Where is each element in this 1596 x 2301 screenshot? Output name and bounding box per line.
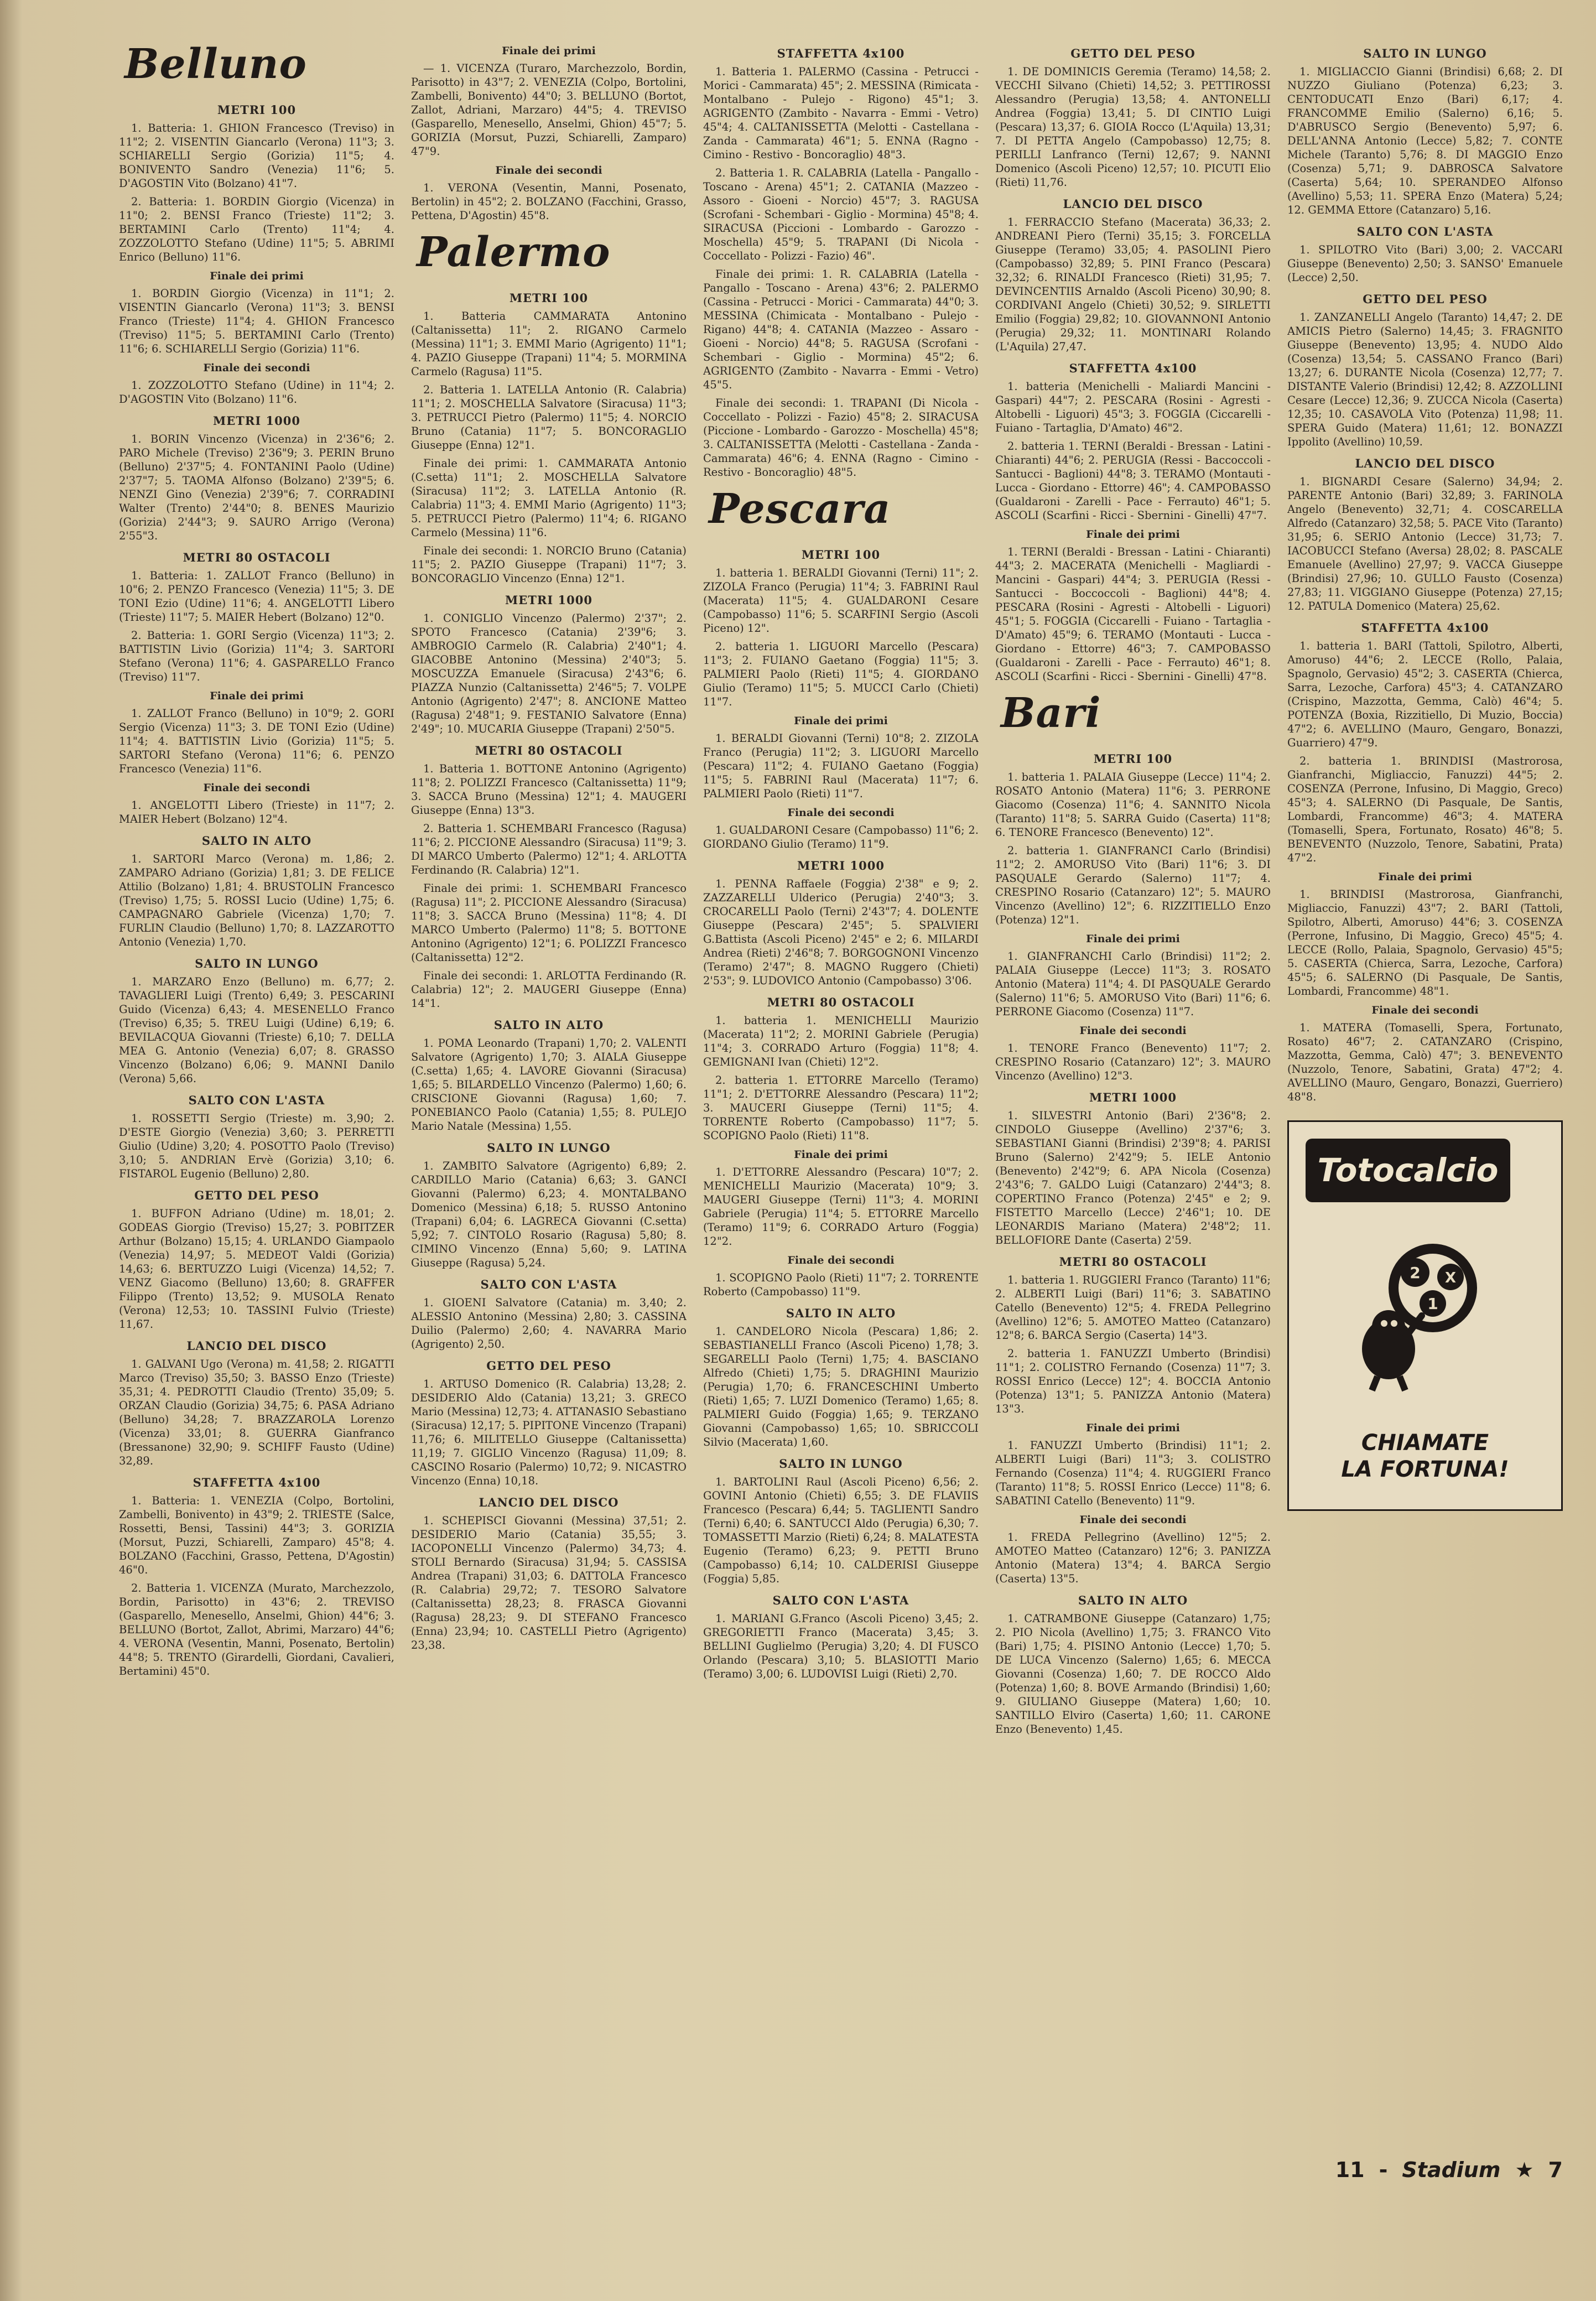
event-heading: GETTO DEL PESO bbox=[194, 1188, 319, 1202]
results-paragraph: 1. ZANZANELLI Angelo (Taranto) 14,47; 2. DE AMICIS Pietro (Salerno) 14,45; 3. FRAGNITO Giuseppe (Benevento) 13,95; 4. NUDO Aldo (Cosenza) 13,54; 5. CASSANO Franco (Bari) 13,27; 6. DURANTE Nicola (Cosenza) 12,77; 7. DISTANTE Valerio (Brindisi) 12,42; 8. AZZOLLINI Cesare (Lecce) 12,36; 9. ZUCCA Nicola (Caserta) 12,35; 10. CASAVOLA Vito (Potenza) 11,98; 11. SPERA Guido (Matera) 11,61; 12. BONAZZI Ippolito (Avellino) 10,59. bbox=[1287, 311, 1563, 448]
final-subheading: Finale dei primi bbox=[1086, 528, 1180, 541]
article-columns bbox=[119, 39, 1563, 2185]
results-paragraph: 1. SARTORI Marco (Verona) m. 1,86; 2. ZAMPARO Adriano (Gorizia) 1,81; 3. DE FELICE Attilio (Bolzano) 1,81; 4. BRUSTOLIN Francesco (Treviso) 1,75; 5. ROSSI Lucio (Udine) 1,75; 6. CAMPAGNARO Gabriele (Vicenza) 1,70; 7. FURLIN Claudio (Belluno) 1,70; 8. LAZZAROTTO Antonio (Venezia) 1,70. bbox=[119, 853, 394, 948]
results-paragraph: 1. CANDELORO Nicola (Pescara) 1,86; 2. SEBASTIANELLI Franco (Ascoli Piceno) 1,78; 3. SEGARELLI Paolo (Terni) 1,75; 4. BASCIANO Alfredo (Chieti) 1,75; 5. DRAGHINI Maurizio (Perugia) 1,70; 6. FRANCESCHINI Umberto (Rieti) 1,65; 7. LUZI Domenico (Teramo) 1,65; 8. PALMIERI Guido (Foggia) 1,65; 9. TERZANO Giovanni (Campobasso) 1,65; 10. SBRICCOLI Silvio (Macerata) 1,60. bbox=[703, 1325, 979, 1448]
results-paragraph: 1. GIANFRANCHI Carlo (Brindisi) 11"2; 2. PALAIA Giuseppe (Lecce) 11"3; 3. ROSATO Antonio (Matera) 11"4; 4. DI PASQUALE Gerardo (Salerno) 11"6; 5. AMORUSO Vito (Bari) 11"6; 6. PERRONE Giacomo (Cosenza) 11"7. bbox=[995, 950, 1271, 1018]
event-heading: SALTO CON L'ASTA bbox=[1356, 225, 1494, 238]
results-paragraph: 1. batteria 1. BERALDI Giovanni (Terni) 11"; 2. ZIZOLA Franco (Perugia) 11"4; 3. FABRINI Raul (Macerata) 11"5; 4. GUALDARONI Cesare (Campobasso) 11"6; 5. SCARFINI Sergio (Ascoli Piceno) 12". bbox=[703, 567, 979, 635]
event-heading: METRI 1000 bbox=[797, 859, 885, 872]
event-heading: SALTO IN LUNGO bbox=[1363, 46, 1487, 60]
results-paragraph: 2. batteria 1. BRINDISI (Mastrorosa, Gianfranchi, Migliaccio, Fanuzzi) 44"5; 2. COSENZA (Perrone, Infusino, Di Maggio, Greco) 45"3; 4. SALERNO (Di Pasquale, De Santis, Lombardi, Francomme) 46"3; 4. MATERA (Tomaselli, Spera, Fortunato, Rosato) 46"8; 5. BENEVENTO (Nuzzolo, Tenore, Sabatini, Prata) 47"2. bbox=[1287, 755, 1563, 864]
results-paragraph: 2. Batteria 1. LATELLA Antonio (R. Calabria) 11"1; 2. MOSCHELLA Salvatore (Siracusa) 11"3; 3. PETRUCCI Pietro (Palermo) 11"5; 4. NORCIO Bruno (Catania) 11"7; 5. BONCORAGLIO Giuseppe (Enna) 12"1. bbox=[411, 383, 687, 451]
results-paragraph: 2. batteria 1. LIGUORI Marcello (Pescara) 11"3; 2. FUIANO Gaetano (Foggia) 11"5; 3. PALMIERI Paolo (Rieti) 11"5; 4. GIORDANO Giulio (Teramo) 11"5; 5. MUCCI Carlo (Chieti) 11"7. bbox=[703, 640, 979, 708]
page-footer bbox=[1335, 2158, 1563, 2182]
results-paragraph: 1. BIGNARDI Cesare (Salerno) 34,94; 2. PARENTE Antonio (Bari) 32,89; 3. FARINOLA Angelo (Benevento) 32,71; 4. COSCARELLA Alfredo (Catanzaro) 32,58; 5. PACE Vito (Taranto) 31,95; 6. SERIO Antonio (Lecce) 31,73; 7. IACOBUCCI Stefano (Aversa) 28,02; 8. PASCALE Emanuele (Avellino) 27,97; 9. VACCA Giuseppe (Brindisi) 27,96; 10. GULLO Fausto (Cosenza) 27,83; 11. VIGGIANO Giuseppe (Potenza) 27,15; 12. PATULA Domenico (Matera) 25,62. bbox=[1287, 475, 1563, 612]
event-heading: METRI 80 OSTACOLI bbox=[183, 550, 331, 564]
ad-logo-text: Totocalcio bbox=[1317, 1151, 1499, 1189]
results-paragraph: 1. SCHEPISCI Giovanni (Messina) 37,51; 2. DESIDERIO Mario (Catania) 35,55; 3. IACOPONELLI Vincenzo (Palermo) 34,73; 4. STOLI Bernardo (Siracusa) 31,94; 5. CASSISA Andrea (Trapani) 31,03; 6. DATTOLA Francesco (R. Calabria) 29,72; 7. TESORO Salvatore (Caltanissetta) 28,23; 8. FRASCA Giovanni (Ragusa) 28,23; 9. DI STEFANO Francesco (Enna) 23,94; 10. CASTELLI Pietro (Agrigento) 23,38. bbox=[411, 1514, 687, 1651]
ball-label-x: X bbox=[1444, 1270, 1457, 1286]
event-heading: SALTO CON L'ASTA bbox=[188, 1093, 325, 1107]
results-paragraph: 2. batteria 1. ETTORRE Marcello (Teramo) 11"1; 2. D'ETTORRE Alessandro (Pescara) 11"2; 3. MAUCERI Giuseppe (Terni) 11"5; 4. TORRENTE Roberto (Campobasso) 11"7; 5. SCOPIGNO Paolo (Rieti) 11"8. bbox=[703, 1074, 979, 1142]
results-paragraph: 1. GIOENI Salvatore (Catania) m. 3,40; 2. ALESSIO Antonino (Messina) 2,80; 3. CASSINA Duilio (Palermo) 2,60; 4. NAVARRA Mario (Agrigento) 2,50. bbox=[411, 1296, 687, 1351]
event-heading: SALTO IN LUNGO bbox=[487, 1141, 611, 1155]
results-paragraph: 1. TENORE Franco (Benevento) 11"7; 2. CRESPINO Rosario (Catanzaro) 12"; 3. MAURO Vincenzo (Avellino) 12"3. bbox=[995, 1042, 1271, 1082]
results-paragraph: 2. Batteria 1. VICENZA (Murato, Marchezzolo, Bordin, Parisotto) in 43"6; 2. TREVISO (Gasparello, Menesello, Anselmi, Ghion) 44"6; 3. BELLUNO (Bortot, Zallot, Abrimi, Marzaro) 44"6; 4. VERONA (Vesentin, Manni, Posenato, Bertolin) 44"8; 5. TRENTO (Girardelli, Giordani, Cavalieri, Bertamini) 45"0. bbox=[119, 1582, 394, 1677]
event-heading: SALTO IN ALTO bbox=[493, 1018, 604, 1032]
final-subheading: Finale dei secondi bbox=[203, 782, 310, 794]
final-subheading: Finale dei primi bbox=[1378, 871, 1472, 883]
city-title: Belluno bbox=[124, 40, 307, 88]
results-paragraph: 1. BORIN Vincenzo (Vicenza) in 2'36"6; 2. PARO Michele (Treviso) 2'36"9; 3. PERIN Bruno (Belluno) 2'37"5; 4. FONTANINI Paolo (Udine) 2'37"7; 5. TAOMA Alfonso (Bolzano) 2'39"5; 6. NENZI Gino (Venezia) 2'39"6; 7. CORRADINI Walter (Trento) 2'44"0; 8. BENES Maurizio (Gorizia) 2'44"3; 9. SAURO Arrigo (Verona) 2'55"3. bbox=[119, 433, 394, 542]
city-title: Palermo bbox=[417, 228, 611, 276]
results-paragraph: 1. CATRAMBONE Giuseppe (Catanzaro) 1,75; 2. PIO Nicola (Avellino) 1,75; 3. FRANCO Vito (Bari) 1,75; 4. PISINO Antonio (Lecce) 1,70; 5. DE LUCA Vincenzo (Salerno) 1,65; 6. MECCA Giovanni (Cosenza) 1,60; 7. DE ROCCO Aldo (Potenza) 1,60; 8. BOVE Armando (Brindisi) 1,60; 9. GIULIANO Giuseppe (Matera) 1,60; 10. SANTILLO Elviro (Caserta) 1,60; 11. CARONE Enzo (Benevento) 1,45. bbox=[995, 1612, 1271, 1736]
event-heading: SALTO IN ALTO bbox=[201, 834, 312, 848]
final-subheading: Finale dei primi bbox=[502, 45, 596, 57]
event-heading: SALTO IN ALTO bbox=[1078, 1593, 1188, 1607]
event-heading: STAFFETTA 4x100 bbox=[1069, 361, 1197, 375]
results-paragraph: 1. batteria 1. PALAIA Giuseppe (Lecce) 11"4; 2. ROSATO Antonio (Matera) 11"6; 3. PERRONE Giacomo (Cosenza) 11"6; 4. SANNITO Nicola (Taranto) 11"8; 5. SARRA Guido (Caserta) 11"8; 6. TENORE Francesco (Benevento) 12". bbox=[995, 771, 1271, 839]
results-paragraph: 1. SPILOTRO Vito (Bari) 3,00; 2. VACCARI Giuseppe (Benevento) 2,50; 3. SANSO' Emanuele (Lecce) 2,50. bbox=[1287, 243, 1563, 284]
event-heading: LANCIO DEL DISCO bbox=[1355, 456, 1495, 470]
ad-slogan-line2: LA FORTUNA! bbox=[1341, 1457, 1509, 1482]
results-paragraph: 1. Batteria CAMMARATA Antonino (Caltanissetta) 11"; 2. RIGANO Carmelo (Messina) 11"1; 3. EMMI Mario (Agrigento) 11"1; 4. PAZIO Giuseppe (Trapani) 11"4; 5. MORMINA Carmelo (Ragusa) 11"5. bbox=[411, 310, 687, 378]
results-paragraph: 1. PENNA Raffaele (Foggia) 2'38" e 9; 2. ZAZZARELLI Ulderico (Perugia) 2'40"3; 3. CROCARELLI Paolo (Terni) 2'43"7; 4. DOLENTE Giuseppe (Pescara) 2'45"; 5. SPALVIERI G.Battista (Ascoli Piceno) 2'45" e 2; 6. MILARDI Andrea (Rieti) 2'46"8; 7. BORGOGNONI Vincenzo (Teramo) 2'47"; 8. MAGNO Ruggero (Chieti) 2'53"; 9. LUDOVICO Antonio (Campobasso) 3'06. bbox=[703, 877, 979, 987]
final-subheading: Finale dei secondi bbox=[495, 164, 602, 176]
event-heading: METRI 80 OSTACOLI bbox=[1059, 1255, 1207, 1269]
final-subheading: Finale dei secondi bbox=[787, 807, 895, 819]
results-paragraph: 1. TERNI (Beraldi - Bressan - Latini - Chiaranti) 44"3; 2. MACERATA (Menichelli - Magliardi - Mancini - Gaspari) 44"4; 3. PERUGIA (Ressi - Santucci - Boccoccoli - Baglioni) 44"8; 4. PESCARA (Rosini - Agresti - Altobelli - Liguori) 45"1; 5. FOGGIA (Ciccarelli - Fuiano - Tartaglia - D'Amato) 45"9; 6. TERAMO (Montauti - Lucca - Giordano - Ettorre) 46"3; 7. CAMPOBASSO (Gualdaroni - Zarelli - Pace - Ferrauto) 46"1; 8. ASCOLI (Scarfini - Ricci - Sbernini - Ginelli) 47"8. bbox=[995, 546, 1271, 683]
results-paragraph: 1. ZOZZOLOTTO Stefano (Udine) in 11"4; 2. D'AGOSTIN Vito (Bolzano) 11"6. bbox=[119, 379, 394, 406]
results-paragraph: 1. SCOPIGNO Paolo (Rieti) 11"7; 2. TORRENTE Roberto (Campobasso) 11"9. bbox=[703, 1271, 979, 1298]
results-paragraph: 1. FREDA Pellegrino (Avellino) 12"5; 2. AMOTEO Matteo (Catanzaro) 12"6; 3. PANIZZA Antonio (Matera) 13"4; 4. BARCA Sergio (Caserta) 13"5. bbox=[995, 1531, 1271, 1585]
results-paragraph: 1. BORDIN Giorgio (Vicenza) in 11"1; 2. VISENTIN Giancarlo (Verona) 11"3; 3. BENSI Franco (Trieste) 11"4; 4. GHION Francesco (Treviso) 11"5; 5. BERTAMINI Carlo (Trento) 11"6; 6. SCHIARELLI Sergio (Gorizia) 11"6. bbox=[119, 287, 394, 355]
results-paragraph: 2. batteria 1. FANUZZI Umberto (Brindisi) 11"1; 2. COLISTRO Fernando (Cosenza) 11"7; 3. ROSSI Enrico (Lecce) 12"; 4. BOCCIA Antonio (Potenza) 13"1; 5. PANIZZA Antonio (Matera) 13"3. bbox=[995, 1347, 1271, 1415]
results-paragraph: Finale dei secondi: 1. ARLOTTA Ferdinando (R. Calabria) 12"; 2. MAUGERI Giuseppe (Enna) 14"1. bbox=[411, 969, 687, 1010]
results-paragraph: 1. POMA Leonardo (Trapani) 1,70; 2. VALENTI Salvatore (Agrigento) 1,70; 3. AIALA Giuseppe (C.setta) 1,65; 4. LAVORE Giovanni (Siracusa) 1,65; 5. BILARDELLO Vincenzo (Palermo) 1,60; 6. CRISCIONE Giovanni (Ragusa) 1,60; 7. PONEBIANCO Paolo (Catania) 1,55; 8. PULEJO Mario Natale (Messina) 1,55. bbox=[411, 1037, 687, 1133]
results-paragraph: 1. GALVANI Ugo (Verona) m. 41,58; 2. RIGATTI Marco (Treviso) 35,50; 3. BASSO Enzo (Trieste) 35,31; 4. PEDROTTI Claudio (Trento) 35,09; 5. ORZAN Claudio (Gorizia) 34,75; 6. PASA Adriano (Belluno) 34,28; 7. BRAZZAROLA Lorenzo (Vicenza) 33,01; 8. GUERRA Gianfranco (Bressanone) 32,90; 9. SCHIFF Fausto (Udine) 32,89. bbox=[119, 1358, 394, 1467]
ball-label-1: 1 bbox=[1427, 1295, 1438, 1313]
final-subheading: Finale dei secondi bbox=[787, 1254, 895, 1266]
final-subheading: Finale dei primi bbox=[210, 690, 304, 702]
event-heading: METRI 1000 bbox=[1089, 1090, 1177, 1104]
results-paragraph: 1. MARIANI G.Franco (Ascoli Piceno) 3,45; 2. GREGORIETTI Franco (Macerata) 3,45; 3. BELLINI Guglielmo (Perugia) 3,20; 4. DI FUSCO Orlando (Pescara) 3,10; 5. BLASIOTTI Mario (Teramo) 3,00; 6. LUDOVISI Luigi (Rieti) 2,70. bbox=[703, 1612, 979, 1680]
event-heading: METRI 100 bbox=[217, 103, 297, 117]
results-paragraph: 1. batteria 1. MENICHELLI Maurizio (Macerata) 11"2; 2. MORINI Gabriele (Perugia) 11"4; 3. CORRADO Arturo (Foggia) 11"8; 4. GEMIGNANI Ivan (Chieti) 12"2. bbox=[703, 1014, 979, 1068]
results-paragraph: Finale dei primi: 1. SCHEMBARI Francesco (Ragusa) 11"; 2. PICCIONE Alessandro (Siracusa) 11"8; 3. SACCA Bruno (Messina) 11"8; 4. DI MARCO Umberto (Palermo) 11"8; 5. BOTTONE Antonino (Agrigento) 12"1; 6. POLIZZI Francesco (Caltanissetta) 12"2. bbox=[411, 882, 687, 964]
results-paragraph: 1. CONIGLIO Vincenzo (Palermo) 2'37"; 2. SPOTO Francesco (Catania) 2'39"6; 3. AMBROGIO Carmelo (R. Calabria) 2'40"1; 4. GIACOBBE Antonino (Messina) 2'40"3; 5. MOSCUZZA Emanuele (Siracusa) 2'43"6; 6. PIAZZA Nunzio (Caltanissetta) 2'46"5; 7. VOLPE Antonio (Agrigento) 2'47"; 8. ANCIONE Matteo (Ragusa) 2'48"1; 9. FESTANIO Salvatore (Enna) 2'49"; 10. MUCARIA Giuseppe (Trapani) 2'50"5. bbox=[411, 612, 687, 735]
event-heading: SALTO CON L'ASTA bbox=[480, 1277, 617, 1291]
results-paragraph: — 1. VICENZA (Turaro, Marchezzolo, Bordin, Parisotto) in 43"7; 2. VENEZIA (Colpo, Bortolini, Zambelli, Bonivento) 44"0; 3. BELLUNO (Bortot, Zallot, Adriani, Marzaro) 44"5; 4. TREVISO (Gasparello, Menesello, Anselmi, Ghion) 45"7; 5. GORIZIA (Morsut, Puzzi, Schiarelli, Zamparo) 47"9. bbox=[411, 62, 687, 158]
results-paragraph: 1. batteria (Menichelli - Maliardi Mancini - Gaspari) 44"7; 2. PESCARA (Rosini - Agresti - Altobelli - Liguori) 45"3; 3. FOGGIA (Ciccarelli - Fuiano - Tartaglia, D'Amato) 46"2. bbox=[995, 380, 1271, 434]
results-paragraph: 1. FERRACCIO Stefano (Macerata) 36,33; 2. ANDREANI Piero (Terni) 35,15; 3. FORCELLA Giuseppe (Teramo) 33,05; 4. PASOLINI Piero (Campobasso) 32,89; 5. PINI Franco (Pescara) 32,32; 6. RINALDI Francesco (Rieti) 31,95; 7. DEVINCENTIIS Arnaldo (Ascoli Piceno) 30,90; 8. CORDIVANI Angelo (Chieti) 30,52; 9. SIRLETTI Emilio (Foggia) 29,82; 10. GIOVANNONI Antonio (Perugia) 29,32; 11. MONTINARI Rolando (L'Aquila) 27,47. bbox=[995, 216, 1271, 353]
final-subheading: Finale dei primi bbox=[794, 715, 888, 727]
results-paragraph: Finale dei secondi: 1. NORCIO Bruno (Catania) 11"5; 2. PAZIO Giuseppe (Trapani) 11"7; 3. BONCORAGLIO Vincenzo (Enna) 12"1. bbox=[411, 544, 687, 585]
results-paragraph: Finale dei primi: 1. CAMMARATA Antonio (C.setta) 11"1; 2. MOSCHELLA Salvatore (Siracusa) 11"2; 3. LATELLA Antonio (R. Calabria) 11"3; 4. EMMI Mario (Agrigento) 11"3; 5. PETRUCCI Pietro (Palermo) 11"4; 6. RIGANO Carmelo (Messina) 11"6. bbox=[411, 457, 687, 539]
final-subheading: Finale dei primi bbox=[1086, 933, 1180, 945]
event-heading: STAFFETTA 4x100 bbox=[1361, 621, 1489, 635]
page-binding-edge bbox=[0, 0, 22, 2301]
results-paragraph: 1. Batteria 1. BOTTONE Antonino (Agrigento) 11"8; 2. POLIZZI Francesco (Caltanissetta) 11"9; 3. SACCA Bruno (Messina) 12"1; 4. MAUGERI Giuseppe (Enna) 13"3. bbox=[411, 762, 687, 817]
results-paragraph: 1. SILVESTRI Antonio (Bari) 2'36"8; 2. CINDOLO Giuseppe (Avellino) 2'37"6; 3. SEBASTIANI Gianni (Brindisi) 2'39"8; 4. PARISI Bruno (Salerno) 2'42"9; 5. IELE Antonio (Benevento) 2'42"9; 6. APA Nicola (Cosenza) 2'43"6; 7. GALDO Luigi (Catanzaro) 2'44"3; 8. COPERTINO Franco (Potenza) 2'45" e 2; 9. FISTETTO Marcello (Lecce) 2'46"1; 10. DE LEONARDIS Mariano (Matera) 2'48"2; 11. BELLOFIORE Dante (Caserta) 2'59. bbox=[995, 1109, 1271, 1246]
results-paragraph: 1. GUALDARONI Cesare (Campobasso) 11"6; 2. GIORDANO Giulio (Teramo) 11"9. bbox=[703, 824, 979, 850]
results-paragraph: 1. MATERA (Tomaselli, Spera, Fortunato, Rosato) 46"7; 2. CATANZARO (Crispino, Mazzotta, Gemma, Calò) 47"; 3. BENEVENTO (Nuzzolo, Tenore, Sabatini, Grata) 47"2; 4. AVELLINO (Mauro, Gengaro, Bonazzi, Guerriero) 48"8. bbox=[1287, 1021, 1563, 1103]
totocalcio-advertisement bbox=[1287, 1120, 1563, 1511]
text-column bbox=[411, 39, 687, 2185]
results-paragraph: 2. Batteria 1. R. CALABRIA (Latella - Pangallo - Toscano - Arena) 45"1; 2. CATANIA (Mazzeo - Assoro - Gioeni - Norcio) 45"7; 3. RAGUSA (Scrofani - Schembari - Giglio - Mormina) 45"8; 4. SIRACUSA (Piccioni - Lombardo - Garozzo - Moschella) 45"9; 5. TRAPANI (Di Nicola - Coccellato - Polizzi - Fazio) 46". bbox=[703, 167, 979, 262]
issue-number: 7 bbox=[1548, 2158, 1563, 2182]
event-heading: LANCIO DEL DISCO bbox=[186, 1339, 327, 1353]
text-column bbox=[703, 39, 979, 2185]
results-paragraph: Finale dei secondi: 1. TRAPANI (Di Nicola - Coccellato - Polizzi - Fazio) 45"8; 2. SIRACUSA (Piccione - Lombardo - Garozzo - Moschella) 45"8; 3. CALTANISSETTA (Melotti - Castellana - Zanda - Cammarata) 46"6; 4. ENNA (Ragno - Cimino - Restivo - Boncoraglio) 48"5. bbox=[703, 397, 979, 479]
ball-label-2: 2 bbox=[1410, 1264, 1421, 1282]
event-heading: METRI 100 bbox=[1093, 752, 1173, 766]
results-paragraph: 1. Batteria: 1. GHION Francesco (Treviso) in 11"2; 2. VISENTIN Giancarlo (Verona) 11"3; 3. SCHIARELLI Sergio (Gorizia) 11"5; 4. BONIVENTO Sandro (Venezia) 11"6; 5. D'AGOSTIN Vito (Bolzano) 41"7. bbox=[119, 122, 394, 190]
results-paragraph: 1. D'ETTORRE Alessandro (Pescara) 10"7; 2. MENICHELLI Maurizio (Macerata) 10"9; 3. MAUGERI Giuseppe (Terni) 11"3; 4. MORINI Gabriele (Perugia) 11"4; 5. ETTORRE Marcello (Teramo) 11"9; 6. CORRADO Arturo (Foggia) 12"2. bbox=[703, 1166, 979, 1248]
results-paragraph: 1. ANGELOTTI Libero (Trieste) in 11"7; 2. MAIER Hebert (Bolzano) 12"4. bbox=[119, 799, 394, 825]
event-heading: LANCIO DEL DISCO bbox=[1063, 197, 1203, 211]
results-paragraph: 1. BARTOLINI Raul (Ascoli Piceno) 6,56; 2. GOVINI Antonio (Chieti) 6,55; 3. DE FLAVIIS Francesco (Pescara) 6,44; 5. TAGLIENTI Sandro (Terni) 6,40; 6. SANTUCCI Aldo (Perugia) 6,30; 7. TOMASSETTI Marzio (Rieti) 6,24; 8. MALATESTA Eugenio (Teramo) 6,23; 9. PETTI Bruno (Campobasso) 6,14; 10. CALDERISI Giuseppe (Foggia) 5,85. bbox=[703, 1476, 979, 1585]
results-paragraph: 1. ROSSETTI Sergio (Trieste) m. 3,90; 2. D'ESTE Giorgio (Venezia) 3,60; 3. PERRETTI Giulio (Udine) 3,20; 4. POSOTTO Paolo (Treviso) 3,10; 5. ANDRIAN Ervè (Gorizia) 3,10; 6. FISTAROL Eugenio (Belluno) 2,80. bbox=[119, 1112, 394, 1180]
text-column bbox=[119, 39, 394, 2185]
final-subheading: Finale dei secondi bbox=[203, 362, 310, 374]
event-heading: SALTO IN LUNGO bbox=[195, 957, 319, 970]
star-icon: ★ bbox=[1515, 2158, 1534, 2182]
footer-dash: - bbox=[1379, 2158, 1388, 2182]
results-paragraph: 1. batteria 1. RUGGIERI Franco (Taranto) 11"6; 2. ALBERTI Luigi (Bari) 11"6; 3. SABATINO Catello (Benevento) 12"5; 4. FREDA Pellegrino (Avellino) 12"6; 5. AMOTEO Matteo (Catanzaro) 12"8; 6. BARCA Sergio (Caserta) 14"3. bbox=[995, 1274, 1271, 1342]
event-heading: SALTO IN ALTO bbox=[786, 1306, 896, 1320]
event-heading: SALTO CON L'ASTA bbox=[772, 1593, 909, 1607]
results-paragraph: 1. BERALDI Giovanni (Terni) 10"8; 2. ZIZOLA Franco (Perugia) 11"2; 3. LIGUORI Marcello (Pescara) 11"2; 4. FUIANO Gaetano (Foggia) 11"5; 5. FABRINI Raul (Macerata) 11"7; 6. PALMIERI Paolo (Rieti) 11"7. bbox=[703, 732, 979, 800]
event-heading: GETTO DEL PESO bbox=[1363, 292, 1488, 306]
results-paragraph: 1. BRINDISI (Mastrorosa, Gianfranchi, Migliaccio, Fanuzzi) 43"7; 2. BARI (Tattoli, Spilotro, Alberti, Amoruso) 44"6; 3. COSENZA (Perrone, Infusino, Di Maggio, Greco) 45"5; 4. LECCE (Rollo, Palaia, Spagnolo, Gervasio) 45"5; 5. CASERTA (Chierca, Sarra, Lezoche, Carfora) 45"5; 6. SALERNO (Di Pasquale, De Santis, Lombardi, Francomme) 48"1. bbox=[1287, 888, 1563, 998]
city-title: Bari bbox=[1001, 689, 1101, 737]
city-title: Pescara bbox=[709, 485, 891, 533]
ad-slogan-line1: CHIAMATE bbox=[1361, 1430, 1489, 1456]
event-heading: STAFFETTA 4x100 bbox=[777, 46, 905, 60]
event-heading: GETTO DEL PESO bbox=[486, 1359, 611, 1373]
final-subheading: Finale dei primi bbox=[1086, 1422, 1180, 1434]
event-heading: METRI 80 OSTACOLI bbox=[767, 995, 915, 1009]
event-heading: LANCIO DEL DISCO bbox=[479, 1495, 619, 1509]
results-paragraph: 2. Batteria 1. SCHEMBARI Francesco (Ragusa) 11"6; 2. PICCIONE Alessandro (Siracusa) 11"9; 3. DI MARCO Umberto (Palermo) 12"1; 4. ARLOTTA Ferdinando (R. Calabria) 12"1. bbox=[411, 822, 687, 876]
results-paragraph: 1. ZALLOT Franco (Belluno) in 10"9; 2. GORI Sergio (Vicenza) 11"3; 3. DE TONI Ezio (Udine) 11"4; 4. BATTISTIN Livio (Gorizia) 11"5; 5. SARTORI Stefano (Verona) 11"6; 6. PENZO Francesco (Venezia) 11"6. bbox=[119, 707, 394, 775]
event-heading: STAFFETTA 4x100 bbox=[193, 1476, 321, 1489]
event-heading: METRI 100 bbox=[801, 548, 881, 562]
results-paragraph: 1. batteria 1. BARI (Tattoli, Spilotro, Alberti, Amoruso) 44"6; 2. LECCE (Rollo, Palaia, Spagnolo, Gervasio) 45"2; 3. CASERTA (Chierca, Sarra, Lezoche, Carfora) 45"3; 4. CATANZARO (Crispino, Mazzotta, Gemma, Calò) 46"4; 5. POTENZA (Boxia, Rizzitiello, Di Muzio, Boccia) 47"2; 6. AVELLINO (Mauro, Gengaro, Bonazzi, Guarriero) 47"9. bbox=[1287, 640, 1563, 749]
results-paragraph: 1. ZAMBITO Salvatore (Agrigento) 6,89; 2. CARDILLO Mario (Catania) 6,63; 3. GANCI Giovanni (Palermo) 6,23; 4. MONTALBANO Domenico (Messina) 6,18; 5. RUSSO Antonino (Trapani) 6,04; 6. LAGRECA Giovanni (C.setta) 5,92; 7. CINTOLO Rosario (Ragusa) 5,80; 8. CIMINO Vincenzo (Enna) 5,60; 9. LATINA Giuseppe (Ragusa) 5,24. bbox=[411, 1160, 687, 1269]
event-heading: METRI 80 OSTACOLI bbox=[475, 744, 623, 757]
results-paragraph: 1. VERONA (Vesentin, Manni, Posenato, Bertolin) in 45"2; 2. BOLZANO (Facchini, Grasso, Pettena, D'Agostin) 45"8. bbox=[411, 181, 687, 222]
results-paragraph: 1. DE DOMINICIS Geremia (Teramo) 14,58; 2. VECCHI Silvano (Chieti) 14,52; 3. PETTIROSSI Alessandro (Perugia) 13,58; 4. ANTONELLI Andrea (Foggia) 13,41; 5. DI CINTIO Luigi (Pescara) 13,37; 6. GIOIA Rocco (L'Aquila) 13,31; 7. DI PETTA Angelo (Campobasso) 12,75; 8. PERILLI Lanfranco (Terni) 12,67; 9. NANNI Domenico (Ascoli Piceno) 12,57; 10. PICUTI Elio (Rieti) 11,76. bbox=[995, 65, 1271, 189]
results-paragraph: 2. Batteria: 1. GORI Sergio (Vicenza) 11"3; 2. BATTISTIN Livio (Gorizia) 11"4; 3. SARTORI Stefano (Verona) 11"6; 4. GASPARELLO Franco (Treviso) 11"7. bbox=[119, 629, 394, 683]
final-subheading: Finale dei secondi bbox=[1371, 1004, 1479, 1016]
magazine-name: Stadium bbox=[1402, 2158, 1501, 2182]
results-paragraph: 2. Batteria: 1. BORDIN Giorgio (Vicenza) in 11"0; 2. BENSI Franco (Trieste) 11"2; 3. BERTAMINI Carlo (Trento) 11"4; 4. ZOZZOLOTTO Stefano (Udine) 11"5; 5. ABRIMI Enrico (Belluno) 11"6. bbox=[119, 195, 394, 263]
final-subheading: Finale dei secondi bbox=[1079, 1025, 1187, 1037]
final-subheading: Finale dei primi bbox=[210, 270, 304, 282]
results-paragraph: 1. MARZARO Enzo (Belluno) m. 6,77; 2. TAVAGLIERI Luigi (Trento) 6,49; 3. PESCARINI Guido (Vicenza) 6,43; 4. MESENELLO Franco (Treviso) 6,35; 5. TREU Luigi (Udine) 6,19; 6. BEVILACQUA Giovanni (Trieste) 6,10; 7. DELLA MEA G. Antonio (Venezia) 6,07; 8. GRASSO Vincenzo (Bolzano) 6,06; 9. MANNI Danilo (Verona) 5,66. bbox=[119, 975, 394, 1085]
results-paragraph: 1. Batteria: 1. ZALLOT Franco (Belluno) in 10"6; 2. PENZO Francesco (Venezia) 11"5; 3. DE TONI Ezio (Udine) 11"6; 4. ANGELOTTI Libero (Trieste) 11"7; 5. MAIER Hebert (Bolzano) 12"0. bbox=[119, 569, 394, 624]
results-paragraph: 1. BUFFON Adriano (Udine) m. 18,01; 2. GODEAS Giorgio (Treviso) 15,27; 3. POBITZER Arthur (Bolzano) 15,15; 4. URLANDO Giampaolo (Venezia) 14,97; 5. MEDEOT Valdi (Gorizia) 14,63; 6. BERTUZZO Luigi (Vicenza) 14,52; 7. VENZ Giacomo (Belluno) 13,60; 8. GRAFFER Filippo (Trento) 13,52; 9. MUSOLA Renato (Verona) 12,53; 10. TASSINI Fulvio (Trieste) 11,67. bbox=[119, 1207, 394, 1331]
results-paragraph: Finale dei primi: 1. R. CALABRIA (Latella - Pangallo - Toscano - Arena) 43"6; 2. PALERMO (Cassina - Petrucci - Morici - Cammarata) 44"0; 3. MESSINA (Chimicata - Montalbano - Pulejo - Rigano) 44"8; 4. CATANIA (Mazzeo - Assaro - Gioeni - Norcio) 44"8; 5. RAGUSA (Scrofani - Schembari - Giglio - Mormina) 45"2; 6. AGRIGENTO (Zambito - Navarra - Emmi - Vetro) 45"5. bbox=[703, 268, 979, 391]
text-column bbox=[1287, 39, 1563, 2185]
ball-mascot-icon bbox=[1350, 1238, 1494, 1393]
results-paragraph: 1. ARTUSO Domenico (R. Calabria) 13,28; 2. DESIDERIO Aldo (Catania) 13,21; 3. GRECO Mario (Messina) 12,73; 4. ATTANASIO Sebastiano (Siracusa) 12,17; 5. PIPITONE Vincenzo (Trapani) 11,76; 6. MILITELLO Giuseppe (Caltanissetta) 11,19; 7. GIGLIO Vincenzo (Ragusa) 11,09; 8. CASCINO Rosario (Palermo) 10,72; 9. NICASTRO Vincenzo (Enna) 10,18. bbox=[411, 1378, 687, 1487]
page-number: 11 bbox=[1335, 2158, 1365, 2182]
results-paragraph: 2. batteria 1. TERNI (Beraldi - Bressan - Latini - Chiaranti) 44"6; 2. PERUGIA (Ressi - Baccoccoli - Santucci - Baglioni) 44"8; 3. TERAMO (Montauti - Lucca - Giordano - Ettorre) 46"; 4. CAMPOBASSO (Gualdaroni - Zarelli - Pace - Ferrauto) 46"1; 5. ASCOLI (Scarfini - Ricci - Sbernini - Ginelli) 47"7. bbox=[995, 440, 1271, 522]
text-column bbox=[995, 39, 1271, 2185]
results-paragraph: 1. Batteria 1. PALERMO (Cassina - Petrucci - Morici - Cammarata) 45"; 2. MESSINA (Rimicata - Montalbano - Pulejo - Rigono) 45"1; 3. AGRIGENTO (Zambito - Navarra - Emmi - Vetro) 45"4; 4. CALTANISSETTA (Melotti - Castellana - Zanda - Cammarata) 46"1; 5. ENNA (Ragno - Cimino - Restivo - Boncoraglio) 48"3. bbox=[703, 65, 979, 161]
event-heading: METRI 1000 bbox=[505, 593, 592, 607]
results-paragraph: 1. MIGLIACCIO Gianni (Brindisi) 6,68; 2. DI NUZZO Giuliano (Potenza) 6,23; 3. CENTODUCATI Enzo (Bari) 6,17; 4. FRANCOMME Emilio (Salerno) 6,16; 5. D'ABRUSCO Sergio (Benevento) 5,97; 6. DELL'ANNA Antonio (Lecce) 5,82; 7. CONTE Michele (Taranto) 5,76; 8. DI MAGGIO Enzo (Cosenza) 5,71; 9. DABROSCA Salvatore (Caserta) 5,64; 10. SPERANDEO Alfonso (Avellino) 5,53; 11. SPERA Enzo (Matera) 5,24; 12. GEMMA Ettore (Catanzaro) 5,16. bbox=[1287, 65, 1563, 216]
totocalcio-logo bbox=[1306, 1139, 1510, 1202]
event-heading: GETTO DEL PESO bbox=[1070, 46, 1195, 60]
event-heading: METRI 1000 bbox=[213, 414, 300, 428]
ad-slogan bbox=[1289, 1430, 1561, 1483]
event-heading: SALTO IN LUNGO bbox=[779, 1457, 903, 1471]
final-subheading: Finale dei secondi bbox=[1079, 1514, 1187, 1526]
event-heading: METRI 100 bbox=[509, 291, 589, 305]
results-paragraph: 2. batteria 1. GIANFRANCI Carlo (Brindisi) 11"2; 2. AMORUSO Vito (Bari) 11"6; 3. DI PASQUALE Gerardo (Salerno) 11"7; 4. CRESPINO Rosario (Catanzaro) 12"; 5. MAURO Vincenzo (Avellino) 12"; 6. RIZZITIELLO Enzo (Potenza) 12"1. bbox=[995, 844, 1271, 926]
results-paragraph: 1. Batteria: 1. VENEZIA (Colpo, Bortolini, Zambelli, Bonivento) in 43"9; 2. TRIESTE (Salce, Rossetti, Bensi, Tassini) 44"3; 3. GORIZIA (Morsut, Puzzi, Schiarelli, Zamparo) 45"8; 4. BOLZANO (Facchini, Grasso, Pettena, D'Agostin) 46"0. bbox=[119, 1494, 394, 1576]
results-paragraph: 1. FANUZZI Umberto (Brindisi) 11"1; 2. ALBERTI Luigi (Bari) 11"3; 3. COLISTRO Fernando (Cosenza) 11"4; 4. RUGGIERI Franco (Taranto) 11"8; 5. ROSSI Enrico (Lecce) 11"8; 6. SABATINI Catello (Benevento) 11"9. bbox=[995, 1439, 1271, 1507]
final-subheading: Finale dei primi bbox=[794, 1149, 888, 1161]
